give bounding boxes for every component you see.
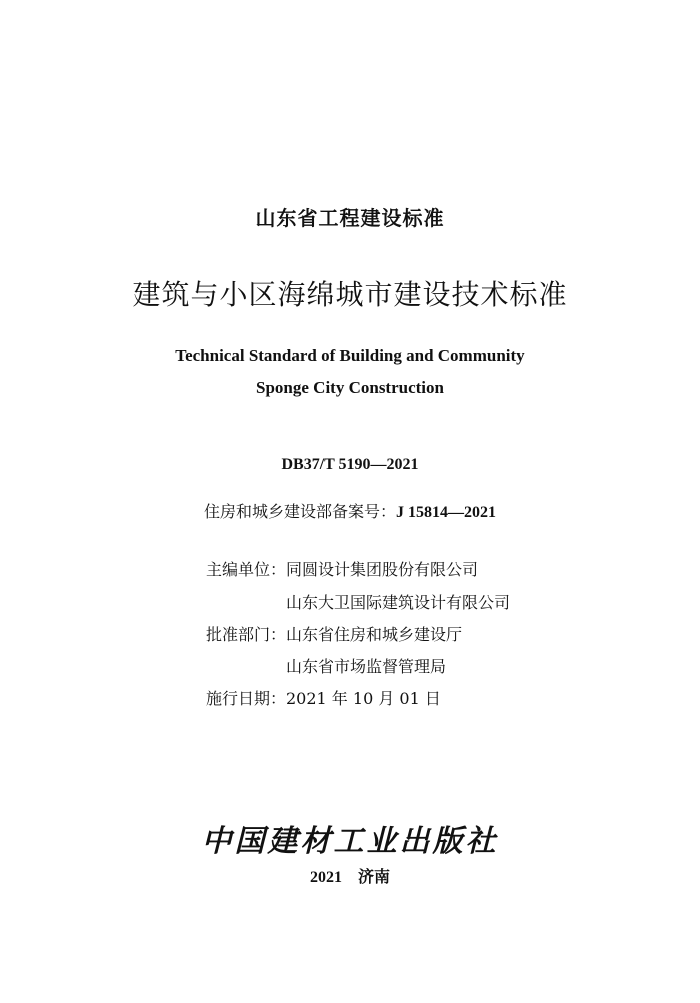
publication-footer [0, 864, 700, 887]
editor-unit-2: 山东大卫国际建筑设计有限公司 [286, 593, 511, 612]
effective-date-value: 2021 年 10 月 01 日 [286, 689, 441, 708]
approver-row [199, 622, 462, 645]
editor-row [199, 557, 478, 580]
standard-code: DB37/T 5190—2021 [281, 456, 419, 473]
editor-label: 主编单位： [205, 560, 286, 579]
publication-year: 2021 [309, 869, 342, 886]
approver-department-2: 山东省市场监督管理局 [286, 657, 447, 676]
document-title-english-line-2: Sponge City Construction [256, 378, 444, 397]
document-title-chinese: 建筑与小区海绵城市建设技术标准 [132, 278, 568, 311]
record-number-value: J 15814—2021 [396, 504, 496, 521]
editor-unit-1: 同圆设计集团股份有限公司 [286, 560, 479, 579]
document-title-english-line-1: Technical Standard of Building and Community [175, 346, 525, 365]
record-number-label: 住房和城乡建设部备案号： [203, 502, 396, 521]
approver-department-1: 山东省住房和城乡建设厅 [286, 625, 463, 644]
standard-series-heading: 山东省工程建设标准 [255, 206, 445, 230]
effective-date-label: 施行日期： [205, 689, 286, 708]
record-number-line [0, 499, 700, 522]
effective-date-row [199, 686, 441, 709]
publication-city: 济南 [357, 867, 390, 886]
publisher-logo: 中国建材工业出版社 [201, 824, 499, 859]
approver-label: 批准部门： [205, 625, 286, 644]
